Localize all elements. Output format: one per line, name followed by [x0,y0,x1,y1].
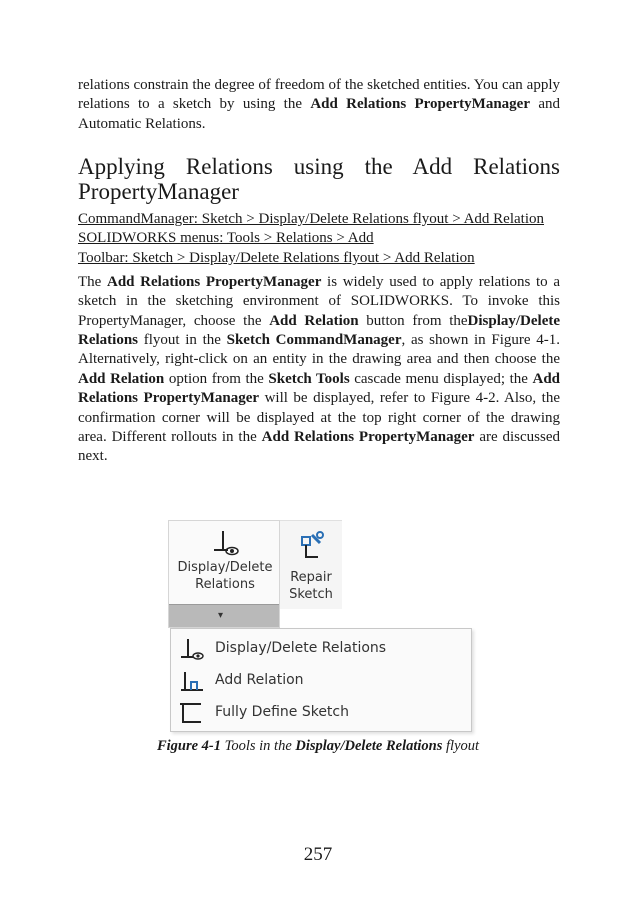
body-text-4: , as shown in Figure 4-1. Alternatively, right-click on an entity in the drawing area and then choose the [78,332,560,368]
menu-item-label: Add Relation [215,672,304,688]
nav-commandmanager-line [78,210,560,229]
caption-bold-1: Display/Delete Relations [295,738,443,754]
add-relation-icon [179,669,205,693]
display-delete-label-line1: Display/Delete [177,560,273,575]
body-bold-1: Add Relations PropertyManager [107,273,322,290]
body-text-5: option from the [164,370,269,387]
caption-text-1: Tools in the [220,738,296,754]
body-bold-2: Add Relation [269,312,359,329]
figure-4-1-screenshot [168,520,472,734]
display-delete-relations-icon [179,637,205,661]
display-delete-relations-button[interactable] [168,520,280,628]
body-text-6: cascade menu displayed; the [349,370,533,387]
display-delete-label [169,559,281,593]
menu-item-label: Display/Delete Relations [215,640,387,656]
figure-caption [0,738,636,755]
body-text-3: flyout in the [138,332,227,349]
body-bold-3: Display/Delete Relations [78,312,560,349]
body-paragraph [78,273,560,467]
page-number: 257 [303,844,333,865]
intro-text-2: and Automatic Relations. [78,96,560,132]
flyout-dropdown-button[interactable] [169,604,279,627]
nav-menus-link[interactable]: SOLIDWORKS menus: Tools > Relations > Add [78,230,374,247]
nav-menus-line [78,229,560,248]
body-text-8: are discussed next. [78,429,560,465]
section-heading: Applying Relations using the Add Relations PropertyManager [78,154,560,205]
body-bold-7: Add Relations PropertyManager [78,370,561,407]
body-text-7: will be displayed, refer to Figure 4-2. Also, the confirmation corner will be displayed at the top right corner of the drawing area. Different rollouts in the [78,390,560,446]
repair-sketch-label [280,569,342,603]
nav-toolbar-link[interactable]: Toolbar: Sketch > Display/Delete Relations flyout > Add Relation [78,249,475,266]
intro-paragraph [78,76,560,134]
nav-toolbar-line [78,249,560,268]
menu-item-add-relation[interactable] [171,665,471,697]
display-delete-relations-icon [211,529,241,557]
body-text-0: The [78,273,107,290]
repair-sketch-icon [298,531,324,563]
body-bold-4: Sketch CommandManager [226,332,402,349]
nav-commandmanager-link[interactable]: CommandManager: Sketch > Display/Delete Relations flyout > Add Relation [78,211,545,228]
body-text-1: is widely used to apply relations to a sketch in the sketching environment of SOLIDWORKS. To invoke this PropertyManager, choose the [78,273,560,329]
caption-text-2: flyout [442,738,480,754]
navigation-paths [78,210,560,268]
menu-item-label: Fully Define Sketch [215,704,349,720]
page-content [78,76,560,467]
fully-define-sketch-icon [179,701,205,725]
intro-bold-1: Add Relations PropertyManager [310,96,530,113]
flyout-menu [170,628,472,732]
body-bold-5: Add Relation [78,370,165,387]
display-delete-label-line2: Relations [195,577,255,592]
repair-label-line2: Sketch [289,587,333,602]
body-text-2: button from the [358,312,468,329]
body-bold-6: Sketch Tools [268,370,350,387]
body-bold-8: Add Relations PropertyManager [261,429,475,446]
menu-item-fully-define-sketch[interactable] [171,697,471,729]
chevron-down-icon: ▾ [218,610,224,621]
intro-text-1: relations constrain the degree of freedom of the sketched entities. You can apply relations to a sketch by using the [78,77,560,113]
menu-item-display-delete-relations[interactable] [171,633,471,665]
repair-sketch-button[interactable] [280,520,342,609]
repair-label-line1: Repair [290,570,332,585]
caption-figure-number: Figure 4-1 [156,738,221,754]
